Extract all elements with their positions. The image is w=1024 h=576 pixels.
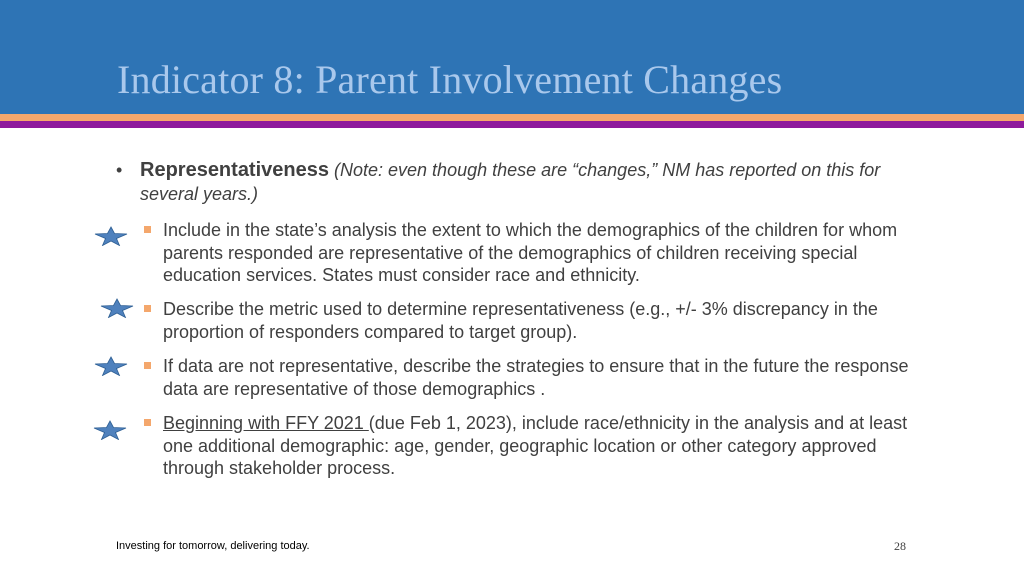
square-bullet-icon	[144, 226, 151, 233]
footer-tagline: Investing for tomorrow, delivering today.	[116, 540, 310, 552]
sub-bullet-text: Describe the metric used to determine representativeness (e.g., +/- 3% discrepancy in the proportion of responders compared to target group).	[163, 299, 878, 342]
sub-bullet	[140, 355, 910, 400]
star-icon	[100, 298, 134, 318]
page-number: 28	[894, 539, 906, 553]
sub-bullet	[140, 219, 910, 287]
star-icon	[94, 356, 128, 376]
sub-bullet-text: (due Feb 1, 2023), include race/ethnicity in the analysis and at least one additional demographic: age, gender, geographic location or other category approved through stakeholder process.	[163, 413, 908, 478]
bullet-term: Representativeness	[140, 159, 329, 181]
square-bullet-icon	[144, 362, 151, 369]
underlined-date-text: Beginning with FFY 2021	[163, 413, 369, 433]
sub-bullet-text: If data are not representative, describe the strategies to ensure that in the future the response data are representative of those demographics .	[163, 356, 909, 399]
square-bullet-icon	[144, 419, 151, 426]
square-bullet-icon	[144, 305, 151, 312]
star-icon	[93, 420, 127, 440]
sub-bullet-text: Include in the state’s analysis the extent to which the demographics of the children for whom parents responded are representative of the demographics of children receiving special education services. States must consider race and ethnicity.	[163, 220, 898, 285]
main-bullet	[116, 158, 906, 206]
bullet-note: (Note: even though these are “changes,” NM has reported on this for several years.)	[140, 160, 881, 204]
bullet-dot: •	[116, 160, 123, 180]
sub-bullet	[140, 298, 910, 343]
page-title: Indicator 8: Parent Involvement Changes	[117, 57, 783, 102]
sub-bullet	[140, 412, 910, 480]
star-icon	[94, 226, 128, 246]
